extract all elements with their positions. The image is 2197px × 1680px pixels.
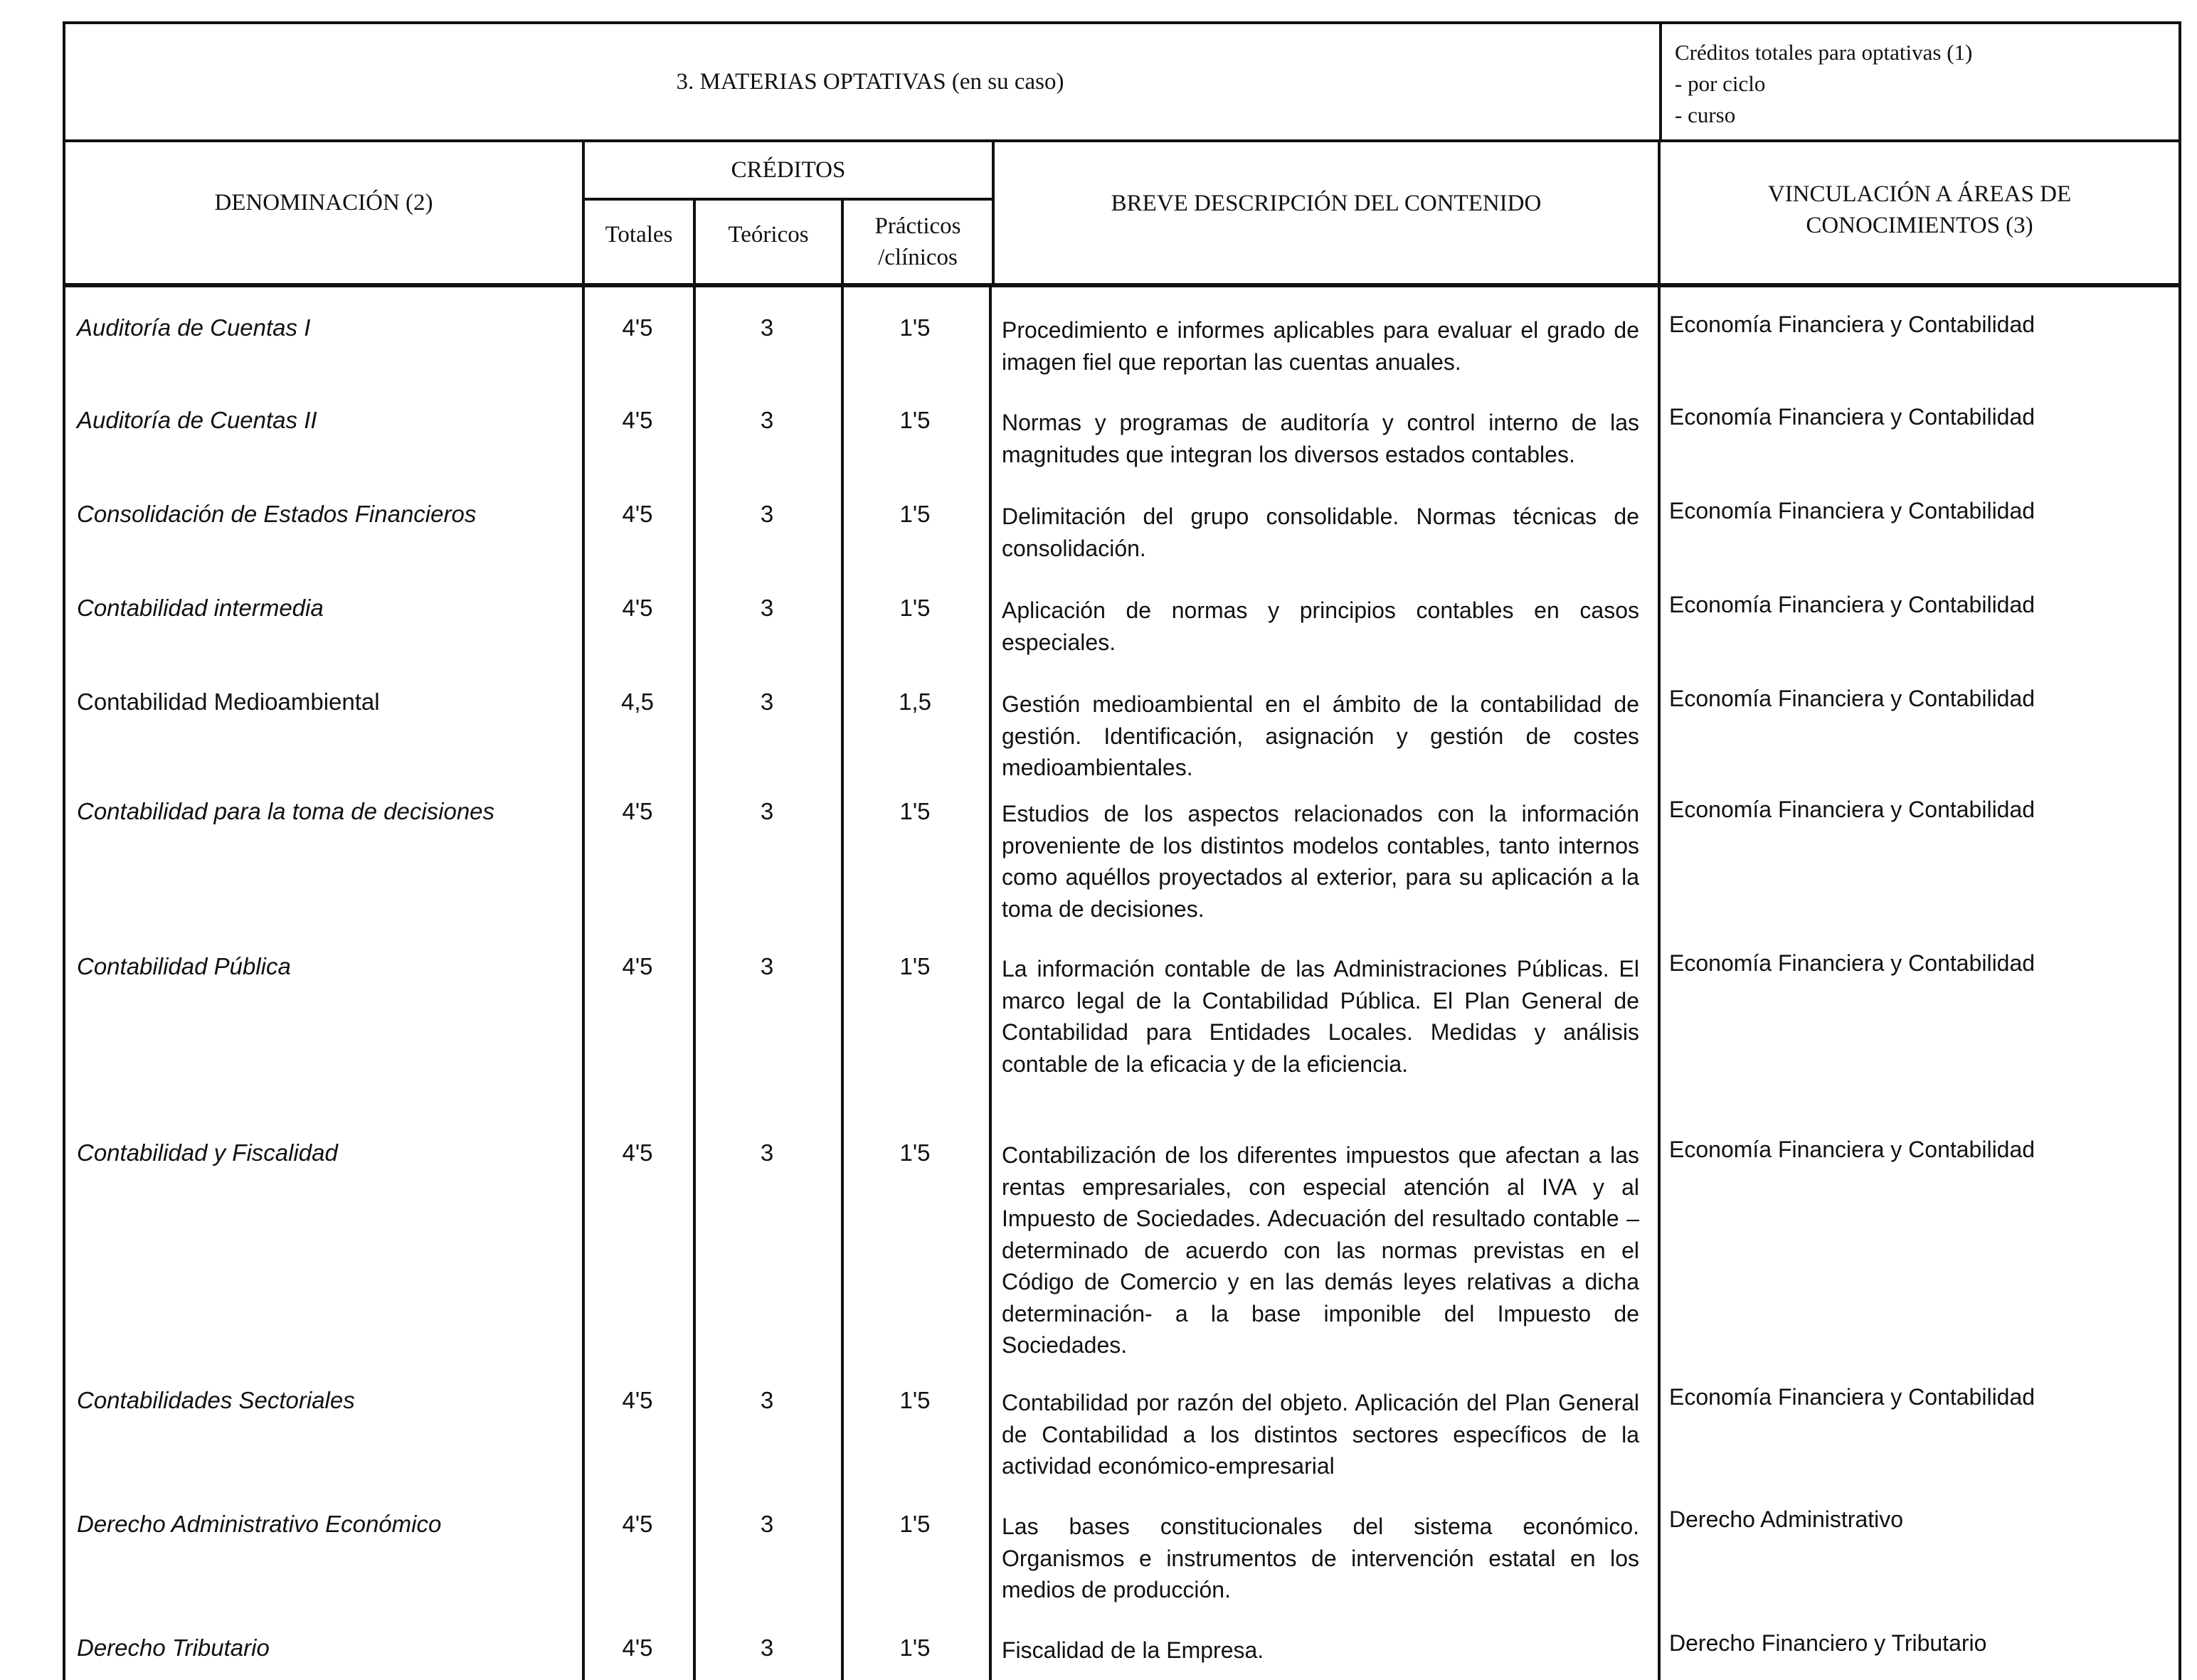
credits-practice: 1'5 [899, 1387, 931, 1413]
column-divider [989, 287, 992, 1680]
optativas-credits-line: - curso [1675, 102, 1736, 127]
header-practicos-line1: Prácticos [874, 213, 961, 239]
subject-description: Procedimiento e informes aplicables para evaluar el grado de imagen fiel que reportan las cuentas anuales. [1002, 317, 1639, 375]
table-border-right [2179, 287, 2181, 1680]
table-border-left [63, 287, 65, 1680]
subject-description: Las bases constitucionales del sistema económico. Organismos e instrumentos de intervención estatal en los medios de producción. [1002, 1514, 1639, 1602]
knowledge-area: Economía Financiera y Contabilidad [1669, 1137, 2035, 1162]
header-descripcion: BREVE DESCRIPCIÓN DEL CONTENIDO [1111, 191, 1542, 216]
column-divider [693, 287, 696, 1680]
subject-description: Delimitación del grupo consolidable. Normas técnicas de consolidación. [1002, 504, 1639, 561]
subject-name: Contabilidad Pública [77, 953, 291, 979]
credits-practice: 1'5 [899, 1139, 931, 1166]
credits-total: 4,5 [621, 689, 654, 715]
credits-theory: 3 [760, 1139, 774, 1166]
subject-description: Estudios de los aspectos relacionados con la información proveniente de los distintos modelos contables, tanto internos como aquéllos proyectados al exterior, para su aplicación a la toma de decisiones. [1002, 801, 1639, 922]
subject-name: Contabilidad y Fiscalidad [77, 1139, 338, 1166]
header-vinculacion [1661, 171, 2179, 249]
subject-name: Derecho Tributario [77, 1634, 270, 1661]
credits-theory: 3 [760, 798, 774, 824]
credits-practice: 1'5 [899, 595, 931, 621]
subject-name: Contabilidad intermedia [77, 595, 324, 621]
subject-name: Contabilidad para la toma de decisiones [77, 798, 495, 824]
credits-practice: 1'5 [899, 314, 931, 341]
credits-theory: 3 [760, 314, 774, 341]
subject-description: Normas y programas de auditoría y control interno de las magnitudes que integran los diversos estados contables. [1002, 410, 1639, 467]
credits-theory: 3 [760, 1511, 774, 1537]
subject-name: Auditoría de Cuentas II [77, 407, 317, 433]
header-practicos-line2: /clínicos [878, 245, 958, 270]
column-divider [1658, 287, 1661, 1680]
credits-total: 4'5 [622, 314, 653, 341]
knowledge-area: Economía Financiera y Contabilidad [1669, 686, 2035, 711]
credits-practice: 1'5 [899, 798, 931, 824]
credits-practice: 1'5 [899, 501, 931, 527]
knowledge-area: Economía Financiera y Contabilidad [1669, 592, 2035, 617]
credits-total: 4'5 [622, 1387, 653, 1413]
subject-description: Gestión medioambiental en el ámbito de la contabilidad de gestión. Identificación, asignación y gestión de costes medioambientales. [1002, 691, 1639, 780]
optativas-credits-box [1659, 21, 2181, 142]
credits-practice: 1,5 [899, 689, 931, 715]
credits-total: 4'5 [622, 953, 653, 979]
knowledge-area: Economía Financiera y Contabilidad [1669, 1384, 2035, 1410]
header-creditos: CRÉDITOS [731, 157, 846, 183]
section-title [63, 21, 1678, 142]
credits-practice: 1'5 [899, 1511, 931, 1537]
knowledge-area: Economía Financiera y Contabilidad [1669, 950, 2035, 976]
header-denominacion: DENOMINACIÓN (2) [214, 190, 433, 216]
header-vinculacion-line1: VINCULACIÓN A ÁREAS DE [1767, 181, 2072, 207]
knowledge-area: Derecho Administrativo [1669, 1506, 1904, 1532]
subject-name: Contabilidades Sectoriales [77, 1387, 355, 1413]
subject-description: Contabilidad por razón del objeto. Aplicación del Plan General de Contabilidad a los distintos sectores específicos de la actividad económico-empresarial [1002, 1390, 1639, 1479]
credits-total: 4'5 [622, 1511, 653, 1537]
subject-name: Contabilidad Medioambiental [77, 689, 380, 715]
credits-theory: 3 [760, 953, 774, 979]
header-practicos [844, 201, 992, 283]
knowledge-area: Economía Financiera y Contabilidad [1669, 312, 2035, 337]
credits-practice: 1'5 [899, 1634, 931, 1661]
credits-theory: 3 [760, 689, 774, 715]
header-vinculacion-line2: CONOCIMIENTOS (3) [1806, 213, 2033, 238]
section-title-text: 3. MATERIAS OPTATIVAS (en su caso) [676, 68, 1064, 95]
knowledge-area: Economía Financiera y Contabilidad [1669, 404, 2035, 430]
credits-total: 4'5 [622, 798, 653, 824]
subject-description: Fiscalidad de la Empresa. [1002, 1637, 1264, 1663]
column-divider [582, 287, 585, 1680]
credits-theory: 3 [760, 595, 774, 621]
subject-name: Derecho Administrativo Económico [77, 1511, 442, 1537]
column-divider [841, 287, 844, 1680]
subject-description: Aplicación de normas y principios contables en casos especiales. [1002, 597, 1639, 655]
credits-practice: 1'5 [899, 953, 931, 979]
knowledge-area: Economía Financiera y Contabilidad [1669, 498, 2035, 523]
header-teoricos: Teóricos [728, 222, 809, 248]
knowledge-area: Derecho Financiero y Tributario [1669, 1630, 1987, 1656]
subject-description: La información contable de las Administraciones Públicas. El marco legal de la Contabilidad Pública. El Plan General de Contabilidad para Entidades Locales. Medidas y análisis contable de la eficacia y de la eficiencia. [1002, 956, 1639, 1077]
header-totales: Totales [605, 222, 673, 248]
credits-theory: 3 [760, 1634, 774, 1661]
credits-total: 4'5 [622, 1634, 653, 1661]
optativas-credits-line: Créditos totales para optativas (1) [1675, 40, 1973, 65]
credits-theory: 3 [760, 1387, 774, 1413]
credits-theory: 3 [760, 407, 774, 433]
credits-total: 4'5 [622, 501, 653, 527]
optativas-credits-line: - por ciclo [1675, 71, 1766, 96]
subject-description: Contabilización de los diferentes impuestos que afectan a las rentas empresariales, con especial atención al IVA y al Impuesto de Sociedades. Adecuación del resultado contable –determinado de acuerdo con las normas previstas en el Código de Comercio y en las demás leyes relativas a dicha determinación- a la base imponible del Impuesto de Sociedades. [1002, 1142, 1639, 1358]
credits-total: 4'5 [622, 1139, 653, 1166]
subject-name: Consolidación de Estados Financieros [77, 501, 477, 527]
credits-total: 4'5 [622, 595, 653, 621]
subject-name: Auditoría de Cuentas I [77, 314, 311, 341]
credits-total: 4'5 [622, 407, 653, 433]
knowledge-area: Economía Financiera y Contabilidad [1669, 797, 2035, 822]
credits-theory: 3 [760, 501, 774, 527]
credits-practice: 1'5 [899, 407, 931, 433]
